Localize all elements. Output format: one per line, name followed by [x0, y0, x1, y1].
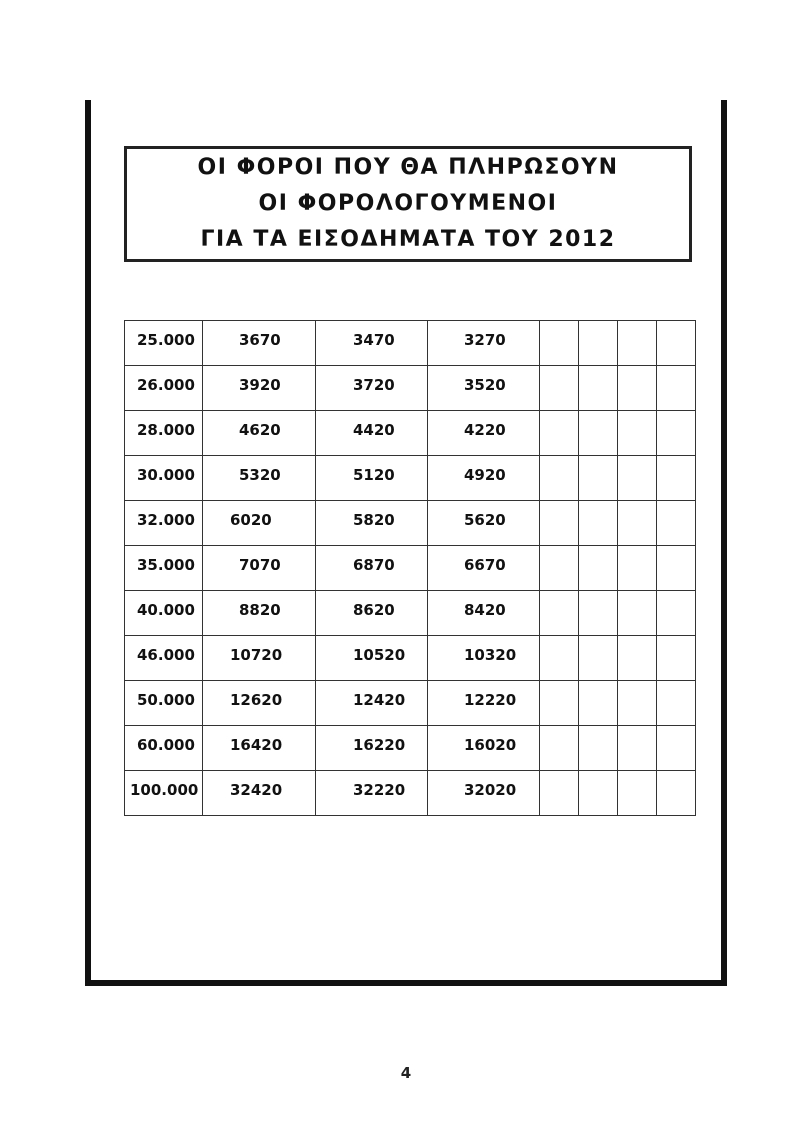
empty-cell	[579, 591, 618, 636]
tax-cell-2	[316, 591, 428, 636]
empty-cell	[540, 321, 579, 366]
table-row	[125, 681, 696, 726]
empty-cell	[657, 501, 696, 546]
income-cell	[125, 501, 203, 546]
empty-cell	[657, 591, 696, 636]
income-value: 32.000	[137, 511, 195, 529]
frame-left-border	[85, 100, 91, 986]
empty-cell	[540, 681, 579, 726]
frame-bottom-border	[85, 980, 727, 986]
table-row	[125, 546, 696, 591]
tax-value-3: 5620	[464, 511, 506, 529]
empty-cell	[657, 366, 696, 411]
income-cell	[125, 636, 203, 681]
empty-cell	[618, 591, 657, 636]
empty-cell	[618, 771, 657, 816]
tax-cell-3	[428, 546, 540, 591]
empty-cell	[657, 546, 696, 591]
empty-cell	[579, 321, 618, 366]
empty-cell	[579, 411, 618, 456]
income-cell	[125, 411, 203, 456]
empty-cell	[618, 411, 657, 456]
table-row	[125, 591, 696, 636]
income-value: 26.000	[137, 376, 195, 394]
empty-cell	[540, 456, 579, 501]
tax-value-1: 7070	[239, 556, 281, 574]
tax-cell-2	[316, 681, 428, 726]
tax-value-2: 4420	[353, 421, 395, 439]
tax-value-1: 5320	[239, 466, 281, 484]
empty-cell	[540, 726, 579, 771]
income-value: 30.000	[137, 466, 195, 484]
title-line-3: ΓΙΑ ΤΑ ΕΙΣΟΔΗΜΑΤΑ ΤΟΥ 2012	[200, 227, 616, 252]
tax-cell-3	[428, 771, 540, 816]
tax-cell-1	[203, 321, 316, 366]
empty-cell	[657, 411, 696, 456]
tax-cell-2	[316, 411, 428, 456]
empty-cell	[618, 321, 657, 366]
empty-cell	[618, 726, 657, 771]
tax-cell-2	[316, 321, 428, 366]
tax-cell-2	[316, 771, 428, 816]
income-value: 25.000	[137, 331, 195, 349]
income-cell	[125, 681, 203, 726]
tax-value-2: 32220	[353, 781, 406, 799]
tax-table	[124, 320, 696, 816]
tax-cell-1	[203, 591, 316, 636]
empty-cell	[540, 366, 579, 411]
empty-cell	[579, 366, 618, 411]
page-number: 4	[400, 1064, 412, 1082]
tax-value-2: 5120	[353, 466, 395, 484]
tax-value-2: 8620	[353, 601, 395, 619]
empty-cell	[540, 501, 579, 546]
tax-cell-2	[316, 726, 428, 771]
empty-cell	[540, 546, 579, 591]
tax-cell-1	[203, 636, 316, 681]
empty-cell	[579, 546, 618, 591]
tax-value-2: 6870	[353, 556, 395, 574]
tax-value-3: 12220	[464, 691, 517, 709]
empty-cell	[540, 636, 579, 681]
income-cell	[125, 456, 203, 501]
tax-cell-3	[428, 681, 540, 726]
tax-cell-2	[316, 501, 428, 546]
title-line-2: ΟΙ ΦΟΡΟΛΟΓΟΥΜΕΝΟΙ	[258, 191, 558, 216]
tax-value-2: 3470	[353, 331, 395, 349]
tax-value-1: 8820	[239, 601, 281, 619]
tax-cell-2	[316, 456, 428, 501]
empty-cell	[579, 726, 618, 771]
income-value: 28.000	[137, 421, 195, 439]
tax-value-3: 4220	[464, 421, 506, 439]
empty-cell	[579, 456, 618, 501]
tax-value-1: 3920	[239, 376, 281, 394]
empty-cell	[657, 771, 696, 816]
empty-cell	[540, 411, 579, 456]
table-row	[125, 726, 696, 771]
tax-value-3: 10320	[464, 646, 517, 664]
tax-cell-1	[203, 366, 316, 411]
income-value: 46.000	[137, 646, 195, 664]
tax-value-2: 12420	[353, 691, 406, 709]
tax-cell-1	[203, 681, 316, 726]
tax-value-3: 32020	[464, 781, 517, 799]
tax-value-3: 6670	[464, 556, 506, 574]
empty-cell	[618, 501, 657, 546]
tax-value-2: 5820	[353, 511, 395, 529]
empty-cell	[618, 681, 657, 726]
tax-cell-3	[428, 501, 540, 546]
tax-cell-1	[203, 771, 316, 816]
tax-value-3: 16020	[464, 736, 517, 754]
tax-value-3: 4920	[464, 466, 506, 484]
table-row	[125, 366, 696, 411]
income-value: 50.000	[137, 691, 195, 709]
tax-cell-1	[203, 546, 316, 591]
income-cell	[125, 321, 203, 366]
tax-value-3: 3270	[464, 331, 506, 349]
income-cell	[125, 591, 203, 636]
table-row	[125, 636, 696, 681]
income-value: 40.000	[137, 601, 195, 619]
tax-value-1: 12620	[230, 691, 283, 709]
empty-cell	[579, 501, 618, 546]
income-value: 60.000	[137, 736, 195, 754]
tax-value-2: 3720	[353, 376, 395, 394]
empty-cell	[657, 456, 696, 501]
tax-cell-2	[316, 546, 428, 591]
tax-value-1: 32420	[230, 781, 283, 799]
tax-cell-3	[428, 456, 540, 501]
tax-cell-3	[428, 636, 540, 681]
empty-cell	[579, 636, 618, 681]
table-row	[125, 321, 696, 366]
tax-value-1: 10720	[230, 646, 283, 664]
income-cell	[125, 771, 203, 816]
tax-cell-1	[203, 411, 316, 456]
title-box	[124, 146, 692, 262]
empty-cell	[540, 591, 579, 636]
empty-cell	[579, 681, 618, 726]
income-cell	[125, 726, 203, 771]
frame-right-border	[721, 100, 727, 986]
table-row	[125, 456, 696, 501]
empty-cell	[579, 771, 618, 816]
tax-cell-3	[428, 411, 540, 456]
empty-cell	[540, 771, 579, 816]
tax-value-2: 16220	[353, 736, 406, 754]
empty-cell	[657, 681, 696, 726]
income-value: 100.000	[130, 781, 199, 799]
empty-cell	[618, 636, 657, 681]
tax-value-1: 6020	[230, 511, 272, 529]
title-line-1: ΟΙ ΦΟΡΟΙ ΠΟΥ ΘΑ ΠΛΗΡΩΣΟΥΝ	[197, 155, 619, 180]
tax-cell-2	[316, 366, 428, 411]
empty-cell	[657, 321, 696, 366]
tax-value-1: 16420	[230, 736, 283, 754]
empty-cell	[657, 726, 696, 771]
income-cell	[125, 366, 203, 411]
tax-cell-2	[316, 636, 428, 681]
income-value: 35.000	[137, 556, 195, 574]
tax-value-1: 4620	[239, 421, 281, 439]
income-cell	[125, 546, 203, 591]
table-row	[125, 501, 696, 546]
tax-value-3: 3520	[464, 376, 506, 394]
tax-cell-3	[428, 321, 540, 366]
tax-value-2: 10520	[353, 646, 406, 664]
empty-cell	[618, 456, 657, 501]
tax-cell-1	[203, 726, 316, 771]
tax-cell-1	[203, 501, 316, 546]
tax-cell-3	[428, 591, 540, 636]
empty-cell	[618, 366, 657, 411]
table-row	[125, 411, 696, 456]
tax-cell-3	[428, 366, 540, 411]
tax-value-3: 8420	[464, 601, 506, 619]
tax-cell-3	[428, 726, 540, 771]
tax-cell-1	[203, 456, 316, 501]
empty-cell	[618, 546, 657, 591]
table-row	[125, 771, 696, 816]
empty-cell	[657, 636, 696, 681]
tax-value-1: 3670	[239, 331, 281, 349]
